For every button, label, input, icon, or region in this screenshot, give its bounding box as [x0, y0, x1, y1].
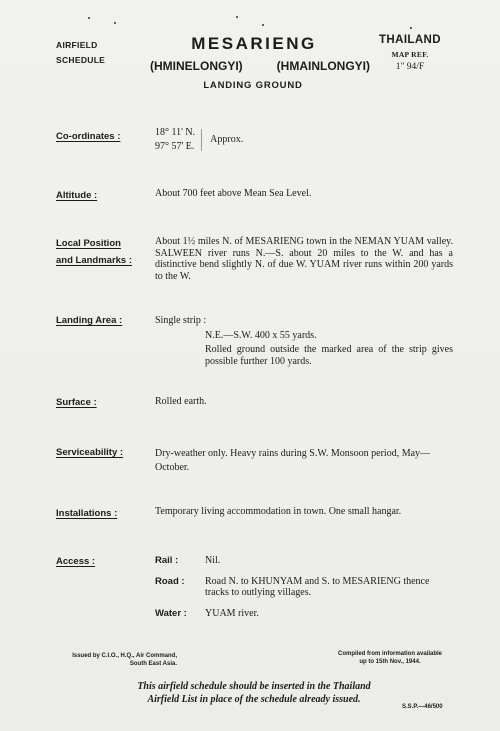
schedule-label-line1: AIRFIELD [56, 40, 98, 50]
alternate-name-2: (HMAINLONGYI) [276, 59, 370, 73]
surface-value: Rolled earth. [155, 396, 207, 407]
access-value [155, 555, 455, 628]
access-label: Access : [56, 556, 96, 567]
speck [410, 27, 412, 29]
schedule-label [56, 38, 105, 68]
access-road-row [155, 576, 455, 599]
altitude-label: Altitude : [56, 190, 98, 201]
map-ref-value: 1" 94/F [395, 62, 425, 72]
local-position-label [56, 235, 132, 269]
installations-value: Temporary living accommodation in town. One small hangar. [155, 506, 402, 517]
local-position-label-line1: Local Position [56, 238, 121, 249]
coordinates-value [155, 126, 243, 154]
divider [201, 129, 202, 151]
insertion-note-line1: This airfield schedule should be inserted in the Thailand [137, 681, 371, 692]
local-position-value: About 1½ miles N. of MESARIENG town in the NEMAN YUAM valley. SALWEEN river runs N.—S. about 20 miles to the W. and has a distinctive bend slightly N. of due W. YUAM river runs within 200 yards to the W. [155, 236, 453, 282]
insertion-note-line2: Airfield List in place of the schedule already issued. [147, 694, 361, 705]
latitude: 18° 11' N. [155, 127, 196, 138]
landing-area-value [155, 315, 453, 367]
issued-by-line1: Issued by C.I.O., H.Q., Air Command, [72, 653, 177, 659]
compiled-from [320, 650, 460, 666]
access-rail-row [155, 555, 455, 567]
speck [236, 16, 238, 18]
rail-value: Nil. [205, 555, 221, 566]
compiled-from-line2: up to 15th Nov., 1944. [359, 659, 421, 665]
water-value: YUAM river. [205, 607, 259, 619]
longitude: 97° 57' E. [155, 141, 195, 152]
installations-label: Installations : [56, 508, 118, 519]
map-ref-label: MAP REF. [391, 50, 429, 59]
surface-label: Surface : [56, 397, 97, 408]
local-position-label-line2: and Landmarks : [56, 255, 133, 266]
water-label: Water : [155, 607, 187, 619]
altitude-value: About 700 feet above Mean Sea Level. [155, 188, 312, 199]
rail-label: Rail : [155, 555, 179, 566]
speck [114, 22, 116, 24]
speck [262, 24, 264, 26]
serviceability-value: Dry-weather only. Heavy rains during S.W. Monsoon period, May—October. [155, 448, 431, 473]
landing-area-line3: Rolled ground outside the marked area of the strip gives possible further 100 yards. [205, 344, 453, 367]
alternate-names [150, 59, 370, 73]
road-value: Road N. to KHUNYAM and S. to MESARIENG thence tracks to outlying villages. [205, 575, 430, 598]
compiled-from-line1: Compiled from information available [337, 651, 442, 657]
issued-by-line2: South East Asia. [129, 661, 177, 667]
page-title: MESARIENG [191, 34, 317, 53]
serviceability-label: Serviceability : [56, 447, 124, 458]
coordinates-label: Co-ordinates : [56, 131, 121, 142]
schedule-label-line2: SCHEDULE [56, 55, 106, 65]
landing-area-line1: Single strip : [155, 315, 207, 326]
alternate-name-1: (HMINELONGYI) [150, 59, 243, 73]
speck [88, 17, 90, 19]
page-subtitle: LANDING GROUND [203, 80, 303, 91]
insertion-note [120, 680, 388, 706]
access-water-row [155, 608, 455, 620]
issued-by [57, 652, 177, 668]
print-code: S.S.P.—46/500 [402, 704, 443, 710]
landing-area-label: Landing Area : [56, 315, 123, 326]
road-label: Road : [155, 575, 185, 587]
country-name: THAILAND [379, 34, 441, 46]
coordinates-note: Approx. [210, 134, 244, 146]
map-reference-block [372, 34, 448, 72]
landing-area-line2: N.E.—S.W. 400 x 55 yards. [205, 329, 317, 341]
